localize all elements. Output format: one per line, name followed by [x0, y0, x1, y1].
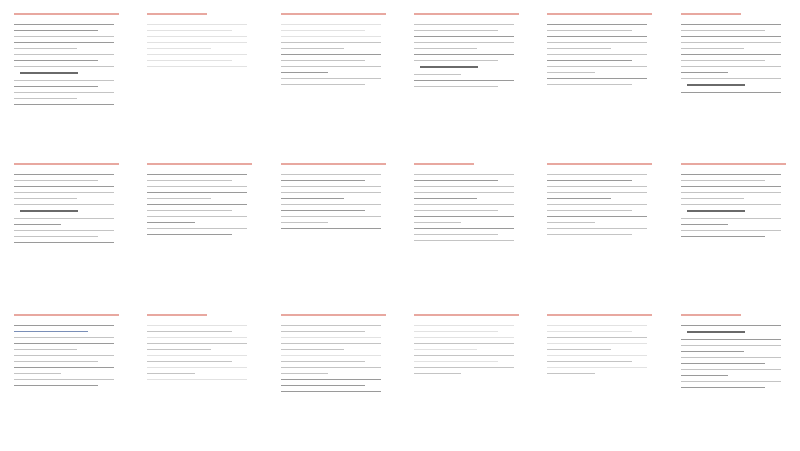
text-line: [681, 236, 765, 237]
text-line: [14, 224, 61, 225]
text-line: [14, 204, 114, 205]
text-line: [147, 174, 247, 175]
text-line: [681, 387, 765, 388]
page-thumbnail[interactable]: [400, 150, 533, 300]
page-thumbnail[interactable]: [267, 301, 400, 451]
text-line: [14, 180, 98, 181]
text-line: [547, 54, 647, 55]
text-line: [681, 24, 781, 25]
text-line: [147, 66, 247, 67]
text-line: [281, 367, 381, 368]
text-line: [414, 373, 461, 374]
text-line: [681, 78, 781, 79]
text-line: [147, 210, 231, 211]
text-line: [281, 186, 381, 187]
text-line: [681, 60, 765, 61]
text-line: [281, 78, 381, 79]
text-line: [14, 174, 114, 175]
text-line: [14, 192, 114, 193]
text-line: [681, 375, 728, 376]
text-line: [281, 60, 365, 61]
text-line: [14, 60, 98, 61]
text-line: [547, 36, 647, 37]
text-line: [281, 355, 381, 356]
text-line: [281, 192, 381, 193]
text-line: [281, 222, 328, 223]
text-line: [414, 337, 514, 338]
page-text-block: [547, 325, 652, 379]
page-running-header: [681, 314, 741, 316]
text-line: [681, 369, 781, 370]
text-line: [14, 373, 61, 374]
text-line: [14, 198, 77, 199]
text-line: [14, 349, 77, 350]
text-line: [281, 349, 344, 350]
page-running-header: [281, 314, 386, 316]
page-text-block: [547, 24, 652, 90]
text-line: [681, 325, 781, 326]
text-line: [281, 331, 365, 332]
page-running-header: [681, 13, 741, 15]
page-text-block: [681, 174, 786, 242]
page-thumbnail[interactable]: [133, 0, 266, 150]
text-line: [547, 30, 631, 31]
page-text-block: [14, 24, 119, 110]
text-line: [147, 373, 194, 374]
text-line: [547, 355, 647, 356]
text-line: [414, 228, 514, 229]
page-text-block: [14, 174, 119, 248]
text-line: [681, 357, 781, 358]
text-line: [681, 345, 781, 346]
text-line: [281, 36, 381, 37]
text-line: [147, 361, 231, 362]
text-line: [414, 42, 514, 43]
text-line: [414, 198, 477, 199]
text-line: [414, 36, 514, 37]
text-line: [14, 325, 114, 326]
text-line: [547, 84, 631, 85]
text-line: [414, 180, 498, 181]
text-line: [147, 379, 247, 380]
text-line: [147, 331, 231, 332]
page-running-header: [14, 13, 119, 15]
text-line: [14, 186, 114, 187]
text-line: [147, 337, 247, 338]
text-line: [14, 337, 114, 338]
text-line: [547, 228, 647, 229]
page-thumbnail[interactable]: [400, 301, 533, 451]
text-line: [414, 216, 514, 217]
text-line: [547, 174, 647, 175]
text-line: [14, 66, 114, 67]
text-line: [414, 343, 514, 344]
section-heading: [420, 66, 478, 68]
text-line: [547, 66, 647, 67]
page-thumbnail[interactable]: [133, 301, 266, 451]
text-line: [281, 325, 381, 326]
page-thumbnail[interactable]: [133, 150, 266, 300]
text-line: [147, 367, 247, 368]
text-line: [14, 86, 98, 87]
text-line: [681, 224, 728, 225]
text-line: [281, 48, 344, 49]
page-running-header: [147, 13, 207, 15]
text-line: [147, 234, 231, 235]
page-thumbnail[interactable]: [400, 0, 533, 150]
text-line: [281, 361, 365, 362]
text-line: [281, 54, 381, 55]
page-text-block: [147, 24, 252, 72]
text-line: [547, 186, 647, 187]
section-heading: [20, 210, 78, 212]
text-line: [281, 216, 381, 217]
text-line: [547, 72, 594, 73]
page-text-block: [281, 24, 386, 90]
page-thumbnail[interactable]: [0, 0, 133, 150]
text-line: [547, 234, 631, 235]
text-line: [147, 198, 210, 199]
text-line: [147, 24, 247, 25]
text-line: [414, 222, 461, 223]
text-line: [14, 385, 98, 386]
text-line: [547, 367, 647, 368]
text-line: [147, 30, 231, 31]
page-text-block: [147, 325, 252, 385]
text-line: [414, 80, 514, 81]
text-line: [14, 218, 114, 219]
text-line: [14, 36, 114, 37]
text-line: [547, 60, 631, 61]
text-line: [681, 72, 728, 73]
text-line: [147, 186, 247, 187]
text-line: [547, 180, 631, 181]
text-line: [281, 84, 365, 85]
text-line: [681, 174, 781, 175]
text-line: [147, 54, 247, 55]
text-line: [681, 66, 781, 67]
text-line: [681, 230, 781, 231]
text-line: [681, 339, 781, 340]
page-text-block: [414, 325, 519, 379]
text-line: [414, 192, 514, 193]
page-thumbnail[interactable]: [267, 0, 400, 150]
text-line: [14, 24, 114, 25]
page-running-header: [147, 163, 252, 165]
page-running-header: [281, 13, 386, 15]
text-line: [281, 204, 381, 205]
text-line: [14, 236, 98, 237]
text-line: [147, 216, 247, 217]
text-line: [147, 228, 247, 229]
text-line: [147, 42, 247, 43]
page-running-header: [681, 163, 786, 165]
text-line: [547, 337, 647, 338]
text-line: [547, 349, 610, 350]
text-line: [414, 325, 514, 326]
text-line: [14, 98, 77, 99]
text-line: [14, 230, 114, 231]
text-line: [147, 222, 194, 223]
text-line: [547, 331, 631, 332]
text-line: [414, 331, 498, 332]
text-line: [14, 361, 98, 362]
page-thumbnail[interactable]: [667, 150, 800, 300]
text-line: [547, 42, 647, 43]
text-line: [414, 186, 514, 187]
text-line: [414, 234, 498, 235]
text-line: [281, 343, 381, 344]
page-running-header: [547, 314, 652, 316]
text-line: [547, 78, 647, 79]
page-running-header: [414, 13, 519, 15]
page-text-block: [281, 325, 386, 397]
text-line: [14, 42, 114, 43]
text-line: [414, 48, 477, 49]
page-thumbnail[interactable]: [533, 301, 666, 451]
text-line: [681, 48, 744, 49]
page-thumbnail[interactable]: [667, 0, 800, 150]
text-line: [681, 186, 781, 187]
text-line: [281, 391, 381, 392]
page-running-header: [547, 163, 652, 165]
text-line: [281, 385, 365, 386]
text-line: [281, 66, 381, 67]
page-text-block: [681, 24, 786, 98]
text-line: [147, 48, 210, 49]
text-line: [681, 363, 765, 364]
page-text-block: [147, 174, 252, 240]
text-line: [14, 92, 114, 93]
text-line: [547, 361, 631, 362]
text-line: [547, 210, 631, 211]
text-line: [14, 54, 114, 55]
text-line: [414, 86, 498, 87]
hyperlink-line: [14, 331, 88, 332]
text-line: [281, 337, 381, 338]
text-line: [414, 30, 498, 31]
text-line: [14, 30, 98, 31]
text-line: [14, 104, 114, 105]
text-line: [14, 355, 114, 356]
text-line: [547, 343, 647, 344]
text-line: [147, 349, 210, 350]
page-running-header: [281, 163, 386, 165]
text-line: [681, 381, 781, 382]
text-line: [681, 204, 781, 205]
text-line: [681, 30, 765, 31]
text-line: [681, 180, 765, 181]
page-text-block: [281, 174, 386, 234]
text-line: [14, 48, 77, 49]
text-line: [681, 192, 781, 193]
page-running-header: [14, 314, 119, 316]
text-line: [147, 355, 247, 356]
text-line: [414, 74, 461, 75]
text-line: [14, 343, 114, 344]
text-line: [414, 60, 498, 61]
text-line: [681, 42, 781, 43]
text-line: [414, 210, 498, 211]
text-line: [681, 351, 744, 352]
text-line: [681, 92, 781, 93]
text-line: [547, 373, 594, 374]
text-line: [147, 36, 247, 37]
text-line: [414, 240, 514, 241]
text-line: [547, 24, 647, 25]
text-line: [681, 198, 744, 199]
page-thumbnail[interactable]: [667, 301, 800, 451]
text-line: [547, 222, 594, 223]
page-text-block: [414, 24, 519, 92]
text-line: [281, 174, 381, 175]
text-line: [281, 379, 381, 380]
section-heading: [687, 331, 745, 333]
page-running-header: [14, 163, 119, 165]
text-line: [14, 80, 114, 81]
text-line: [281, 180, 365, 181]
text-line: [14, 242, 114, 243]
page-text-block: [14, 325, 119, 391]
text-line: [681, 36, 781, 37]
text-line: [547, 192, 647, 193]
text-line: [547, 325, 647, 326]
text-line: [547, 198, 610, 199]
text-line: [281, 373, 328, 374]
page-thumbnail[interactable]: [533, 0, 666, 150]
text-line: [414, 361, 498, 362]
text-line: [147, 192, 247, 193]
text-line: [147, 325, 247, 326]
text-line: [281, 72, 328, 73]
page-running-header: [414, 163, 474, 165]
page-running-header: [414, 314, 519, 316]
text-line: [14, 379, 114, 380]
text-line: [147, 180, 231, 181]
text-line: [547, 204, 647, 205]
text-line: [414, 54, 514, 55]
text-line: [414, 204, 514, 205]
text-line: [681, 54, 781, 55]
text-line: [414, 174, 514, 175]
page-text-block: [547, 174, 652, 240]
text-line: [547, 48, 610, 49]
section-heading: [20, 72, 78, 74]
text-line: [281, 228, 381, 229]
text-line: [147, 60, 231, 61]
text-line: [414, 349, 477, 350]
page-thumbnail[interactable]: [0, 150, 133, 300]
text-line: [281, 198, 344, 199]
page-text-block: [681, 325, 786, 393]
text-line: [414, 367, 514, 368]
text-line: [281, 42, 381, 43]
page-running-header: [147, 314, 207, 316]
page-thumbnail[interactable]: [0, 301, 133, 451]
text-line: [547, 216, 647, 217]
page-thumbnail[interactable]: [533, 150, 666, 300]
text-line: [147, 343, 247, 344]
text-line: [147, 204, 247, 205]
page-running-header: [547, 13, 652, 15]
text-line: [14, 367, 114, 368]
section-heading: [687, 84, 745, 86]
page-text-block: [414, 174, 519, 246]
text-line: [281, 24, 381, 25]
text-line: [281, 210, 365, 211]
section-heading: [687, 210, 745, 212]
text-line: [414, 355, 514, 356]
text-line: [681, 218, 781, 219]
text-line: [414, 24, 514, 25]
page-thumbnail[interactable]: [267, 150, 400, 300]
text-line: [281, 30, 365, 31]
